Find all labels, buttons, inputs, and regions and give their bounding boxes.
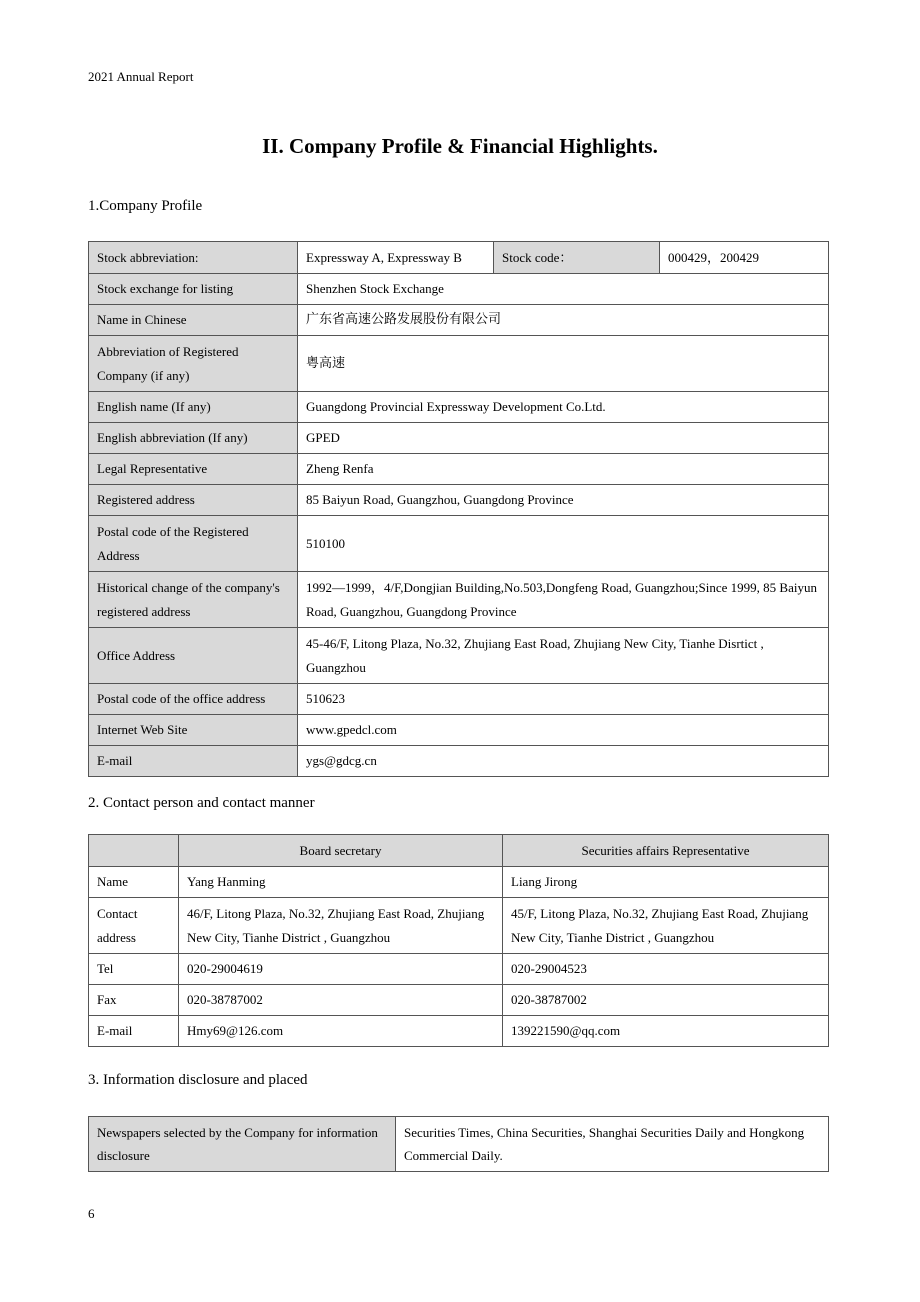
representative-cell: 45/F, Litong Plaza, No.32, Zhujiang East Road, Zhujiang New City, Tianhe District , Guangzhou — [503, 898, 829, 954]
table-row — [89, 392, 829, 423]
representative-cell: Liang Jirong — [503, 867, 829, 898]
row-label: Fax — [89, 985, 179, 1016]
table-row — [89, 242, 829, 274]
row-value: Guangdong Provincial Expressway Development Co.Ltd. — [298, 392, 829, 423]
row-value: Securities Times, China Securities, Shanghai Securities Daily and Hongkong Commercial Daily. — [396, 1117, 829, 1172]
table-row — [89, 485, 829, 516]
disclosure-table — [88, 1116, 829, 1172]
row-label: Newspapers selected by the Company for information disclosure — [89, 1117, 396, 1172]
table-row — [89, 423, 829, 454]
row-value: 粤高速 — [298, 336, 829, 392]
column-header: Board secretary — [179, 835, 503, 867]
row-label: English abbreviation (If any) — [89, 423, 298, 454]
row-label: Registered address — [89, 485, 298, 516]
table-row — [89, 954, 829, 985]
table-row — [89, 336, 829, 392]
table-row — [89, 1016, 829, 1047]
row-label: Historical change of the company's registered address — [89, 572, 298, 628]
row-value: www.gpedcl.com — [298, 715, 829, 746]
section-heading-disclosure: 3. Information disclosure and placed — [88, 1072, 308, 1088]
column-header: Securities affairs Representative — [503, 835, 829, 867]
board-secretary-cell: 020-29004619 — [179, 954, 503, 985]
table-row — [89, 898, 829, 954]
row-label: Tel — [89, 954, 179, 985]
section-heading-contact: 2. Contact person and contact manner — [88, 795, 315, 811]
table-row — [89, 684, 829, 715]
row-value: Shenzhen Stock Exchange — [298, 274, 829, 305]
representative-cell: 139221590@qq.com — [503, 1016, 829, 1047]
row-label: E-mail — [89, 746, 298, 777]
report-header: 2021 Annual Report — [88, 69, 194, 84]
contact-table — [88, 834, 829, 1047]
board-secretary-cell: 020-38787002 — [179, 985, 503, 1016]
row-value: 510100 — [298, 516, 829, 572]
board-secretary-cell: Hmy69@126.com — [179, 1016, 503, 1047]
row-label: Office Address — [89, 628, 298, 684]
row-value: ygs@gdcg.cn — [298, 746, 829, 777]
page-title: II. Company Profile & Financial Highlights. — [262, 134, 658, 158]
table-row — [89, 985, 829, 1016]
table-row — [89, 305, 829, 336]
section-heading-company-profile: 1.Company Profile — [88, 198, 203, 214]
row-value: Expressway A, Expressway B — [298, 242, 494, 274]
row-label: Internet Web Site — [89, 715, 298, 746]
representative-cell: 020-29004523 — [503, 954, 829, 985]
page-number: 6 — [88, 1206, 95, 1221]
table-row — [89, 715, 829, 746]
row-label: Stock code： — [494, 242, 660, 274]
row-label: Contact address — [89, 898, 179, 954]
table-row — [89, 572, 829, 628]
board-secretary-cell: 46/F, Litong Plaza, No.32, Zhujiang East Road, Zhujiang New City, Tianhe District , Guangzhou — [179, 898, 503, 954]
row-label: E-mail — [89, 1016, 179, 1047]
row-label: Stock abbreviation: — [89, 242, 298, 274]
row-value: 510623 — [298, 684, 829, 715]
board-secretary-cell: Yang Hanming — [179, 867, 503, 898]
row-label: Postal code of the office address — [89, 684, 298, 715]
row-label: Postal code of the Registered Address — [89, 516, 298, 572]
row-label: Stock exchange for listing — [89, 274, 298, 305]
row-label: Abbreviation of Registered Company (if any) — [89, 336, 298, 392]
row-value: 1992—1999，4/F,Dongjian Building,No.503,Dongfeng Road, Guangzhou;Since 1999, 85 Baiyun Road, Guangzhou, Guangdong Province — [298, 572, 829, 628]
row-value: Zheng Renfa — [298, 454, 829, 485]
row-label: Legal Representative — [89, 454, 298, 485]
row-value: GPED — [298, 423, 829, 454]
row-label: Name — [89, 867, 179, 898]
table-row — [89, 628, 829, 684]
row-value: 45-46/F, Litong Plaza, No.32, Zhujiang East Road, Zhujiang New City, Tianhe Disrtict , Guangzhou — [298, 628, 829, 684]
table-row — [89, 746, 829, 777]
table-row — [89, 454, 829, 485]
row-label: Name in Chinese — [89, 305, 298, 336]
representative-cell: 020-38787002 — [503, 985, 829, 1016]
company-profile-table — [88, 241, 829, 777]
table-row — [89, 274, 829, 305]
table-row — [89, 1117, 829, 1172]
table-row — [89, 516, 829, 572]
row-value: 广东省高速公路发展股份有限公司 — [298, 305, 829, 336]
row-value: 000429，200429 — [660, 242, 829, 274]
column-header — [89, 835, 179, 867]
table-row — [89, 867, 829, 898]
table-header-row — [89, 835, 829, 867]
row-value: 85 Baiyun Road, Guangzhou, Guangdong Province — [298, 485, 829, 516]
row-label: English name (If any) — [89, 392, 298, 423]
